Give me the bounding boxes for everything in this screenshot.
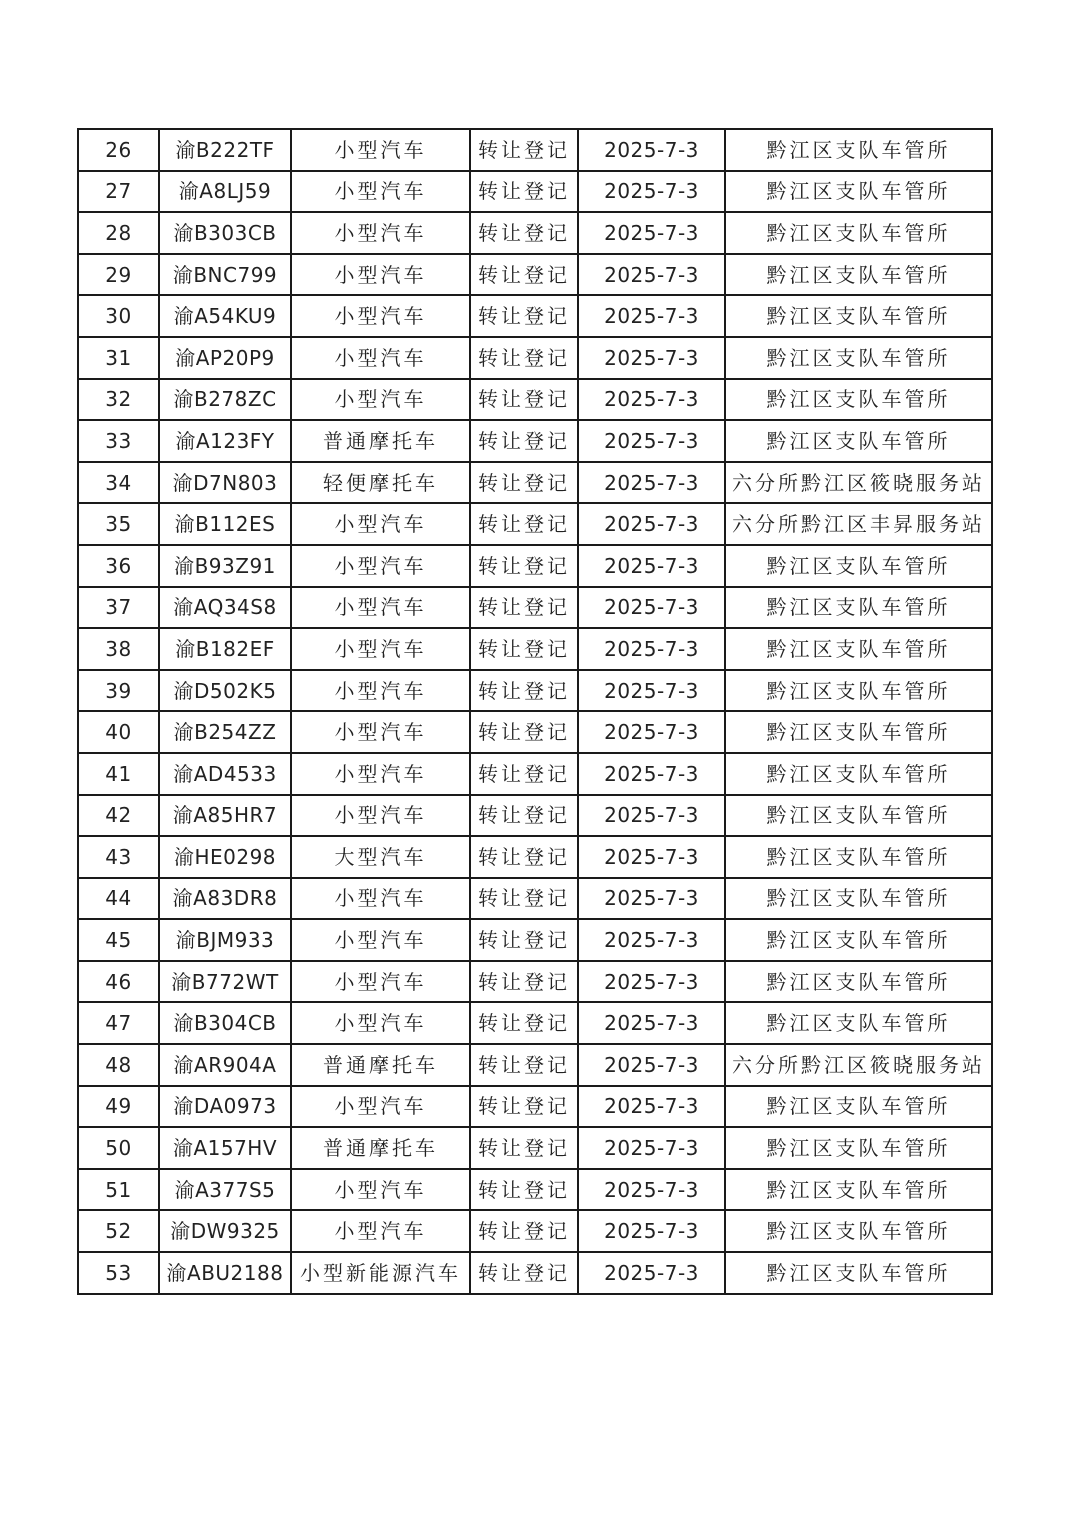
office-cell: 六分所黔江区筱晓服务站 [725,462,992,504]
plate-number-cell: 渝B278ZC [159,379,291,421]
business-type-cell: 转让登记 [470,129,578,171]
plate-number-cell: 渝HE0298 [159,836,291,878]
plate-number-cell: 渝AQ34S8 [159,587,291,629]
table-row [78,711,992,753]
date-cell: 2025-7-3 [578,1210,725,1252]
table-row [78,254,992,296]
table-row [78,1002,992,1044]
plate-number-cell: 渝A83DR8 [159,878,291,920]
office-cell: 黔江区支队车管所 [725,1210,992,1252]
business-type-cell: 转让登记 [470,420,578,462]
row-number-cell: 27 [78,171,159,213]
office-cell: 黔江区支队车管所 [725,961,992,1003]
plate-number-cell: 渝B222TF [159,129,291,171]
office-cell: 黔江区支队车管所 [725,420,992,462]
vehicle-type-cell: 大型汽车 [291,836,470,878]
vehicle-type-cell: 小型汽车 [291,212,470,254]
vehicle-type-cell: 小型汽车 [291,337,470,379]
office-cell: 黔江区支队车管所 [725,337,992,379]
business-type-cell: 转让登记 [470,628,578,670]
business-type-cell: 转让登记 [470,1169,578,1211]
vehicle-type-cell: 小型汽车 [291,295,470,337]
date-cell: 2025-7-3 [578,1169,725,1211]
plate-number-cell: 渝DA0973 [159,1086,291,1128]
table-row [78,462,992,504]
office-cell: 黔江区支队车管所 [725,795,992,837]
table-row [78,1210,992,1252]
date-cell: 2025-7-3 [578,919,725,961]
date-cell: 2025-7-3 [578,836,725,878]
plate-number-cell: 渝B112ES [159,503,291,545]
row-number-cell: 48 [78,1044,159,1086]
date-cell: 2025-7-3 [578,462,725,504]
plate-number-cell: 渝A377S5 [159,1169,291,1211]
date-cell: 2025-7-3 [578,628,725,670]
business-type-cell: 转让登记 [470,379,578,421]
row-number-cell: 29 [78,254,159,296]
row-number-cell: 30 [78,295,159,337]
row-number-cell: 45 [78,919,159,961]
plate-number-cell: 渝B304CB [159,1002,291,1044]
table-body [78,129,992,1294]
vehicle-type-cell: 小型汽车 [291,961,470,1003]
business-type-cell: 转让登记 [470,212,578,254]
vehicle-type-cell: 小型汽车 [291,753,470,795]
office-cell: 六分所黔江区丰昇服务站 [725,503,992,545]
row-number-cell: 36 [78,545,159,587]
business-type-cell: 转让登记 [470,254,578,296]
business-type-cell: 转让登记 [470,1210,578,1252]
vehicle-type-cell: 小型汽车 [291,1210,470,1252]
table-row [78,212,992,254]
plate-number-cell: 渝D7N803 [159,462,291,504]
vehicle-type-cell: 小型汽车 [291,587,470,629]
table-row [78,503,992,545]
plate-number-cell: 渝B254ZZ [159,711,291,753]
date-cell: 2025-7-3 [578,337,725,379]
row-number-cell: 35 [78,503,159,545]
vehicle-type-cell: 小型汽车 [291,878,470,920]
date-cell: 2025-7-3 [578,545,725,587]
table-row [78,753,992,795]
vehicle-type-cell: 普通摩托车 [291,1127,470,1169]
office-cell: 黔江区支队车管所 [725,1169,992,1211]
business-type-cell: 转让登记 [470,337,578,379]
table-row [78,1044,992,1086]
row-number-cell: 41 [78,753,159,795]
date-cell: 2025-7-3 [578,503,725,545]
vehicle-type-cell: 轻便摩托车 [291,462,470,504]
office-cell: 黔江区支队车管所 [725,1127,992,1169]
plate-number-cell: 渝A157HV [159,1127,291,1169]
row-number-cell: 46 [78,961,159,1003]
date-cell: 2025-7-3 [578,795,725,837]
vehicle-type-cell: 普通摩托车 [291,1044,470,1086]
date-cell: 2025-7-3 [578,212,725,254]
office-cell: 黔江区支队车管所 [725,836,992,878]
office-cell: 六分所黔江区筱晓服务站 [725,1044,992,1086]
plate-number-cell: 渝AD4533 [159,753,291,795]
plate-number-cell: 渝B303CB [159,212,291,254]
business-type-cell: 转让登记 [470,545,578,587]
business-type-cell: 转让登记 [470,1127,578,1169]
business-type-cell: 转让登记 [470,462,578,504]
vehicle-transfer-table [77,128,993,1295]
row-number-cell: 51 [78,1169,159,1211]
plate-number-cell: 渝ABU2188 [159,1252,291,1294]
date-cell: 2025-7-3 [578,587,725,629]
business-type-cell: 转让登记 [470,171,578,213]
date-cell: 2025-7-3 [578,670,725,712]
plate-number-cell: 渝A54KU9 [159,295,291,337]
business-type-cell: 转让登记 [470,295,578,337]
vehicle-type-cell: 小型汽车 [291,171,470,213]
date-cell: 2025-7-3 [578,420,725,462]
vehicle-type-cell: 小型汽车 [291,1086,470,1128]
table-row [78,420,992,462]
table-row [78,171,992,213]
vehicle-type-cell: 普通摩托车 [291,420,470,462]
row-number-cell: 26 [78,129,159,171]
date-cell: 2025-7-3 [578,1086,725,1128]
plate-number-cell: 渝AP20P9 [159,337,291,379]
vehicle-type-cell: 小型汽车 [291,795,470,837]
plate-number-cell: 渝BNC799 [159,254,291,296]
plate-number-cell: 渝A123FY [159,420,291,462]
table-row [78,961,992,1003]
vehicle-type-cell: 小型汽车 [291,711,470,753]
row-number-cell: 44 [78,878,159,920]
office-cell: 黔江区支队车管所 [725,919,992,961]
vehicle-type-cell: 小型汽车 [291,254,470,296]
office-cell: 黔江区支队车管所 [725,587,992,629]
vehicle-type-cell: 小型汽车 [291,628,470,670]
date-cell: 2025-7-3 [578,711,725,753]
table-row [78,587,992,629]
table-row [78,878,992,920]
row-number-cell: 42 [78,795,159,837]
plate-number-cell: 渝B772WT [159,961,291,1003]
office-cell: 黔江区支队车管所 [725,1086,992,1128]
table-row [78,836,992,878]
office-cell: 黔江区支队车管所 [725,753,992,795]
vehicle-type-cell: 小型汽车 [291,379,470,421]
row-number-cell: 49 [78,1086,159,1128]
office-cell: 黔江区支队车管所 [725,379,992,421]
date-cell: 2025-7-3 [578,379,725,421]
business-type-cell: 转让登记 [470,503,578,545]
office-cell: 黔江区支队车管所 [725,212,992,254]
row-number-cell: 37 [78,587,159,629]
office-cell: 黔江区支队车管所 [725,878,992,920]
table-row [78,1086,992,1128]
vehicle-type-cell: 小型汽车 [291,670,470,712]
plate-number-cell: 渝BJM933 [159,919,291,961]
office-cell: 黔江区支队车管所 [725,295,992,337]
table-row [78,129,992,171]
table-row [78,295,992,337]
office-cell: 黔江区支队车管所 [725,1252,992,1294]
row-number-cell: 50 [78,1127,159,1169]
business-type-cell: 转让登记 [470,1252,578,1294]
date-cell: 2025-7-3 [578,878,725,920]
table-row [78,628,992,670]
office-cell: 黔江区支队车管所 [725,670,992,712]
table-row [78,1252,992,1294]
date-cell: 2025-7-3 [578,254,725,296]
plate-number-cell: 渝D502K5 [159,670,291,712]
business-type-cell: 转让登记 [470,836,578,878]
date-cell: 2025-7-3 [578,171,725,213]
vehicle-type-cell: 小型汽车 [291,919,470,961]
date-cell: 2025-7-3 [578,1002,725,1044]
date-cell: 2025-7-3 [578,1127,725,1169]
date-cell: 2025-7-3 [578,961,725,1003]
date-cell: 2025-7-3 [578,129,725,171]
vehicle-type-cell: 小型新能源汽车 [291,1252,470,1294]
business-type-cell: 转让登记 [470,795,578,837]
row-number-cell: 40 [78,711,159,753]
date-cell: 2025-7-3 [578,1044,725,1086]
date-cell: 2025-7-3 [578,295,725,337]
row-number-cell: 31 [78,337,159,379]
plate-number-cell: 渝B182EF [159,628,291,670]
row-number-cell: 28 [78,212,159,254]
plate-number-cell: 渝DW9325 [159,1210,291,1252]
business-type-cell: 转让登记 [470,587,578,629]
office-cell: 黔江区支队车管所 [725,129,992,171]
row-number-cell: 53 [78,1252,159,1294]
row-number-cell: 32 [78,379,159,421]
vehicle-type-cell: 小型汽车 [291,1169,470,1211]
table-row [78,337,992,379]
table-row [78,670,992,712]
business-type-cell: 转让登记 [470,753,578,795]
office-cell: 黔江区支队车管所 [725,1002,992,1044]
business-type-cell: 转让登记 [470,711,578,753]
row-number-cell: 47 [78,1002,159,1044]
date-cell: 2025-7-3 [578,1252,725,1294]
business-type-cell: 转让登记 [470,919,578,961]
row-number-cell: 43 [78,836,159,878]
business-type-cell: 转让登记 [470,878,578,920]
office-cell: 黔江区支队车管所 [725,711,992,753]
plate-number-cell: 渝AR904A [159,1044,291,1086]
office-cell: 黔江区支队车管所 [725,628,992,670]
office-cell: 黔江区支队车管所 [725,545,992,587]
business-type-cell: 转让登记 [470,670,578,712]
table-row [78,1169,992,1211]
vehicle-type-cell: 小型汽车 [291,503,470,545]
plate-number-cell: 渝A8LJ59 [159,171,291,213]
table-row [78,545,992,587]
vehicle-type-cell: 小型汽车 [291,1002,470,1044]
plate-number-cell: 渝A85HR7 [159,795,291,837]
business-type-cell: 转让登记 [470,1086,578,1128]
date-cell: 2025-7-3 [578,753,725,795]
row-number-cell: 38 [78,628,159,670]
vehicle-type-cell: 小型汽车 [291,129,470,171]
row-number-cell: 52 [78,1210,159,1252]
vehicle-type-cell: 小型汽车 [291,545,470,587]
table-row [78,379,992,421]
table-row [78,1127,992,1169]
row-number-cell: 39 [78,670,159,712]
business-type-cell: 转让登记 [470,961,578,1003]
business-type-cell: 转让登记 [470,1044,578,1086]
table-row [78,795,992,837]
plate-number-cell: 渝B93Z91 [159,545,291,587]
row-number-cell: 34 [78,462,159,504]
business-type-cell: 转让登记 [470,1002,578,1044]
row-number-cell: 33 [78,420,159,462]
table-row [78,919,992,961]
office-cell: 黔江区支队车管所 [725,171,992,213]
office-cell: 黔江区支队车管所 [725,254,992,296]
